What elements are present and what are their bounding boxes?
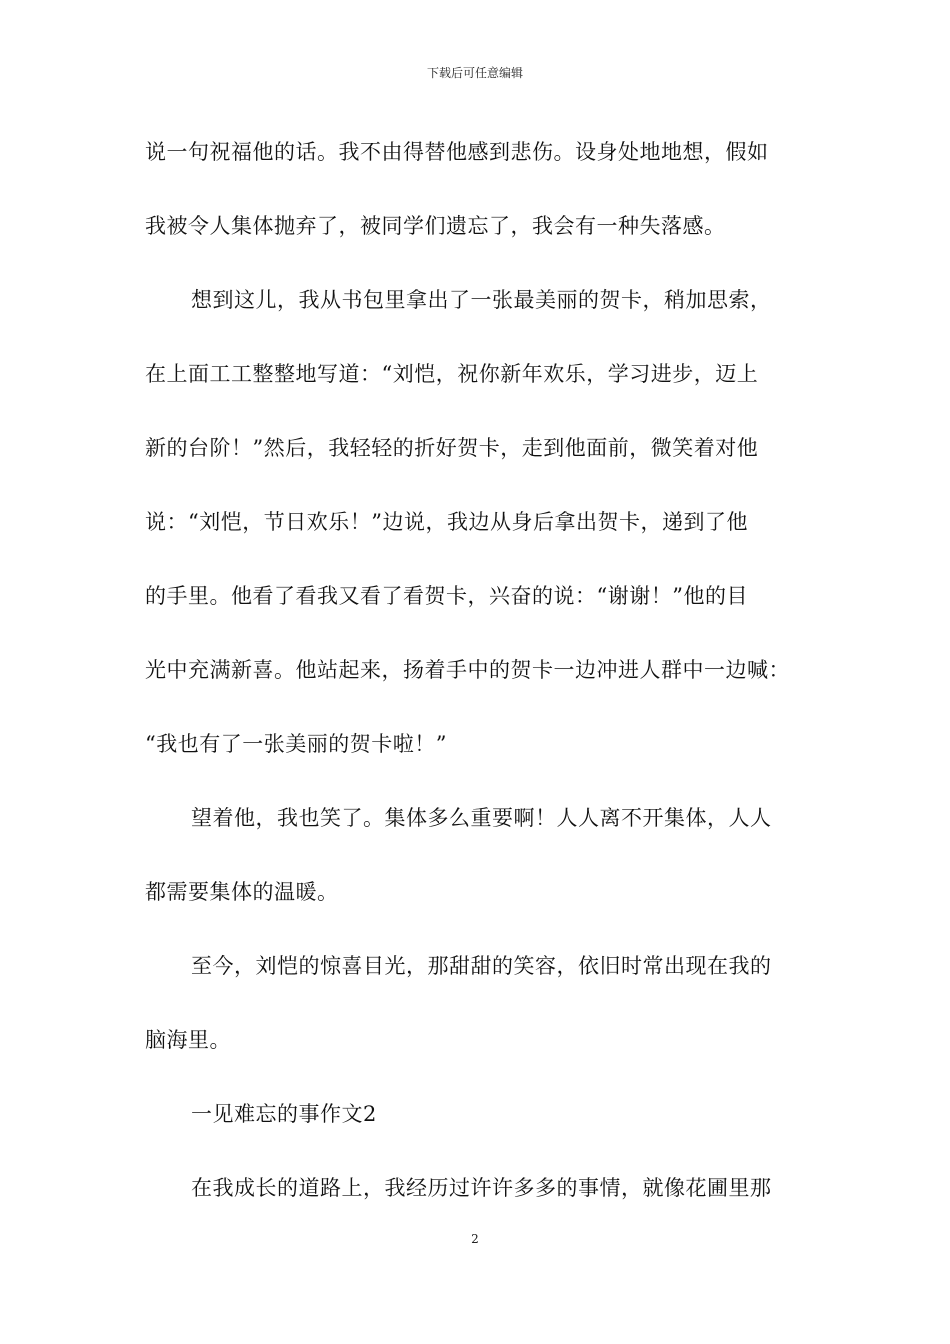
- text-line: 至今，刘恺的惊喜目光，那甜甜的笑容，依旧时常出现在我的: [191, 954, 772, 978]
- text-line: 在我成长的道路上，我经历过许许多多的事情，就像花圃里那: [191, 1176, 772, 1200]
- text-line: 说：“刘恺，节日欢乐！”边说，我边从身后拿出贺卡，递到了他: [145, 510, 748, 534]
- page-number: 2: [471, 1232, 479, 1246]
- text-line: 想到这儿，我从书包里拿出了一张最美丽的贺卡，稍加思索，: [191, 288, 772, 312]
- document-body: [145, 131, 815, 1241]
- text-line: 脑海里。: [145, 1028, 231, 1052]
- section-heading: 一见难忘的事作文2: [191, 1102, 377, 1126]
- text-line: 我被令人集体抛弃了，被同学们遗忘了，我会有一种失落感。: [145, 214, 726, 238]
- text-line: 都需要集体的温暖。: [145, 880, 339, 904]
- text-line: 光中充满新喜。他站起来，扬着手中的贺卡一边冲进人群中一边喊：: [145, 658, 790, 682]
- text-line: 的手里。他看了看我又看了看贺卡，兴奋的说：“谢谢！”他的目: [145, 584, 748, 608]
- page-header: 下载后可任意编辑: [426, 66, 523, 80]
- text-line: 望着他，我也笑了。集体多么重要啊！人人离不开集体，人人: [191, 806, 772, 830]
- text-line: 在上面工工整整地写道：“刘恺，祝你新年欢乐，学习进步，迈上: [145, 362, 759, 386]
- text-line: 新的台阶！”然后，我轻轻的折好贺卡，走到他面前，微笑着对他: [145, 436, 759, 460]
- text-line: 说一句祝福他的话。我不由得替他感到悲伤。设身处地地想，假如: [145, 140, 769, 164]
- text-line: “我也有了一张美丽的贺卡啦！”: [145, 732, 447, 756]
